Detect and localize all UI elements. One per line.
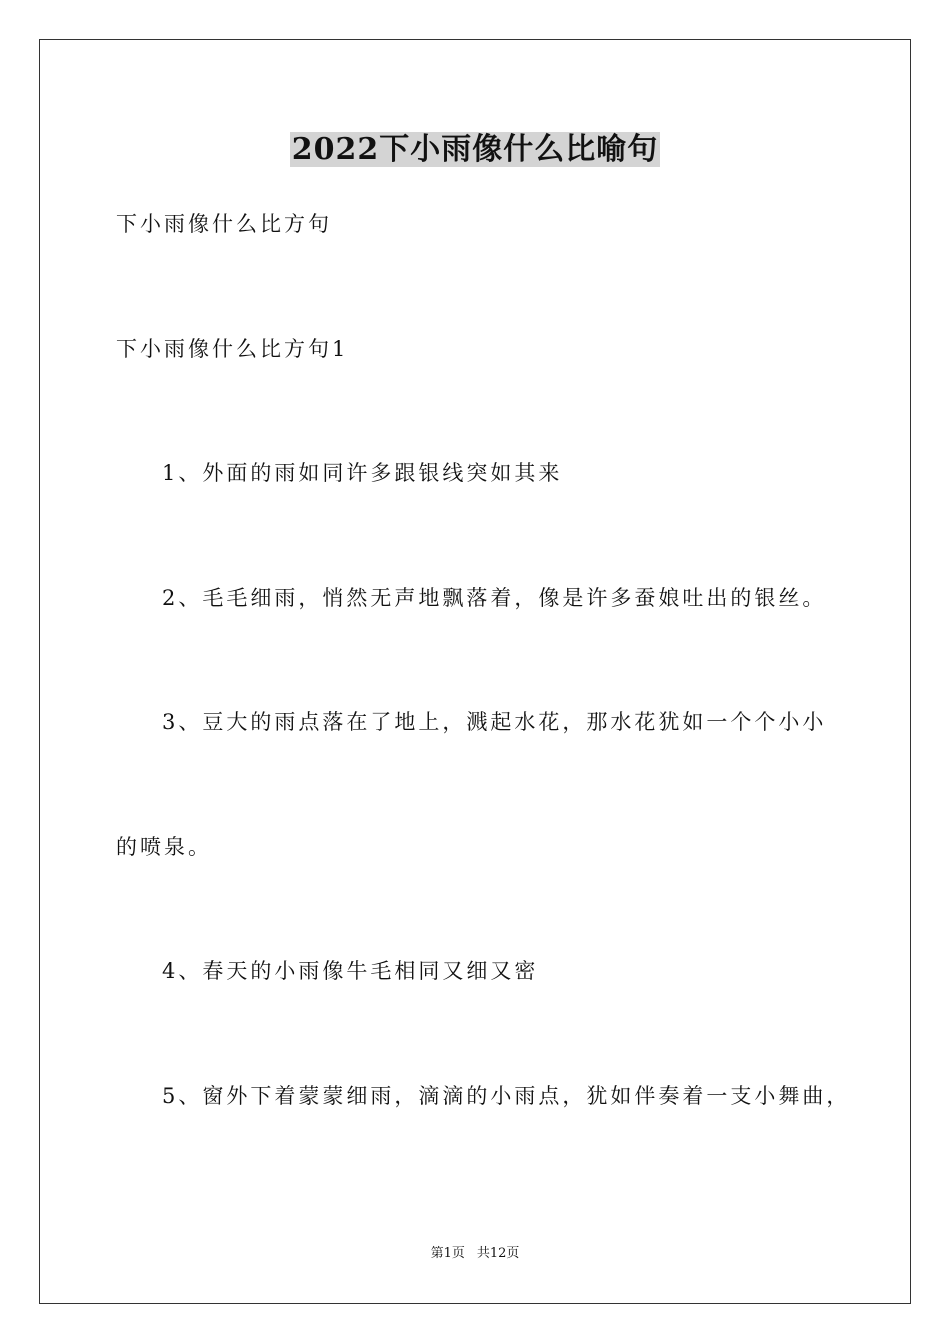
- document-title-text: 2022下小雨像什么比喻句: [291, 132, 659, 167]
- section-heading: 下小雨像什么比方句: [116, 212, 332, 236]
- page-footer: [0, 1244, 950, 1264]
- page-number-current: 第1页: [430, 1246, 465, 1261]
- sentence-4: 4、春天的小雨像牛毛相同又细又密: [162, 959, 539, 983]
- sentence-3-continued: 的喷泉。: [116, 835, 212, 859]
- sentence-2: 2、毛毛细雨，悄然无声地飘落着，像是许多蚕娘吐出的银丝。: [162, 586, 827, 610]
- page-number-total: 共12页: [476, 1246, 520, 1261]
- sentence-1: 1、外面的雨如同许多跟银线突如其来: [162, 461, 563, 485]
- sentence-5: 5、窗外下着蒙蒙细雨，滴滴的小雨点，犹如伴奏着一支小舞曲，: [162, 1084, 851, 1108]
- section-subheading: 下小雨像什么比方句1: [116, 337, 349, 361]
- sentence-3: 3、豆大的雨点落在了地上，溅起水花，那水花犹如一个个小小: [162, 710, 827, 734]
- document-title: [0, 124, 950, 176]
